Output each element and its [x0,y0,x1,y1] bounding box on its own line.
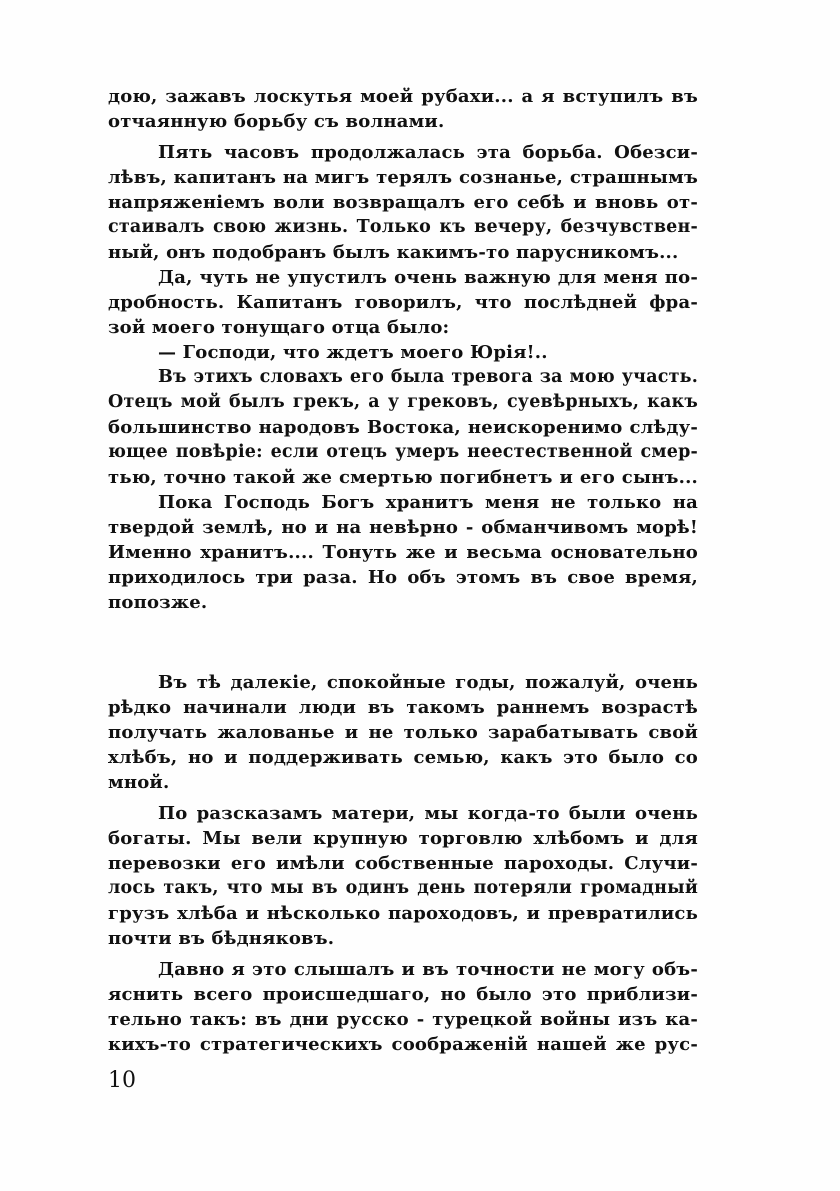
text-line: мной. [108,772,170,793]
text-line: По разсказамъ матери, мы когда-то были очень [158,803,698,824]
text-line: большинство народовъ Востока, неискоренимо слѣду- [108,417,698,438]
text-line: Пока Господь Богъ хранитъ меня не только на [158,492,698,513]
text-line: отчаянную борьбу съ волнами. [108,111,445,132]
text-line: Именно хранитъ.... Тонуть же и весьма основательно [108,542,698,563]
text-line: перевозки его имѣли собственные пароходы. Случи- [108,853,698,874]
text-line: Въ этихъ словахъ его была тревога за мою участь. [158,367,698,387]
text-line: дою, зажавъ лоскутья моей рубахи... а я вступилъ въ [108,86,698,107]
text-line: лось такъ, что мы въ одинъ день потеряли громадный [108,878,698,898]
text-line: зой моего тонущаго отца было: [108,317,450,338]
page-number: 10 [108,1068,136,1093]
text-line: Въ тѣ далекiе, спокойные годы, пожалуй, очень [158,672,698,693]
text-line: грузъ хлѣба и нѣсколько пароходовъ, и превратились [108,903,698,924]
text-line: твердой землѣ, но и на невѣрно - обманчивомъ морѣ! [108,517,698,538]
text-line: ющее повѣрiе: если отецъ умеръ неестественной смер- [108,442,698,462]
text-line: хлѣбъ, но и поддерживать семью, какъ это было со [108,747,698,768]
text-line: Давно я это слышалъ и въ точности не могу объ- [158,959,698,980]
text-line: Отецъ мой былъ грекъ, а у грековъ, суевѣрныхъ, какъ [108,392,698,412]
text-line: кихъ-то стратегическихъ соображенiй нашей же рус- [108,1034,698,1055]
text-line: — Господи, что ждетъ моего Юрiя!.. [158,342,548,363]
text-section-2 [108,670,698,1057]
text-line: лѣвъ, капитанъ на мигъ терялъ сознанье, страшнымъ [108,167,698,188]
text-line: попозже. [108,592,208,613]
text-line: тью, точно такой же смертью погибнетъ и его сынъ... [108,467,698,488]
text-line: яснить всего происшедшаго, но было это приблизи- [108,984,698,1005]
text-line: ный, онъ подобранъ былъ какимъ-то парусникомъ... [108,242,679,263]
text-line: приходилось три раза. Но объ этомъ въ свое время, [108,567,698,588]
text-line: Пять часовъ продолжалась эта борьба. Обезси- [158,142,698,163]
text-line: Да, чуть не упустилъ очень важную для меня по- [158,267,698,288]
text-line: почти въ бѣдняковъ. [108,928,335,949]
text-line: стаивалъ свою жизнь. Только къ вечеру, безчувствен- [108,217,698,237]
text-section-1 [108,84,698,615]
text-line: дробность. Капитанъ говорилъ, что послѣдней фра- [108,292,698,313]
text-line: напряженiемъ воли возвращалъ его себѣ и вновь от- [108,192,698,213]
text-line: получать жалованье и не только зарабатывать свой [108,722,698,743]
text-line: богаты. Мы вели крупную торговлю хлѣбомъ и для [108,828,698,849]
text-line: рѣдко начинали люди въ такомъ раннемъ возрастѣ [108,697,698,718]
text-line: тельно такъ: въ дни русско - турецкой войны изъ ка- [108,1009,698,1030]
